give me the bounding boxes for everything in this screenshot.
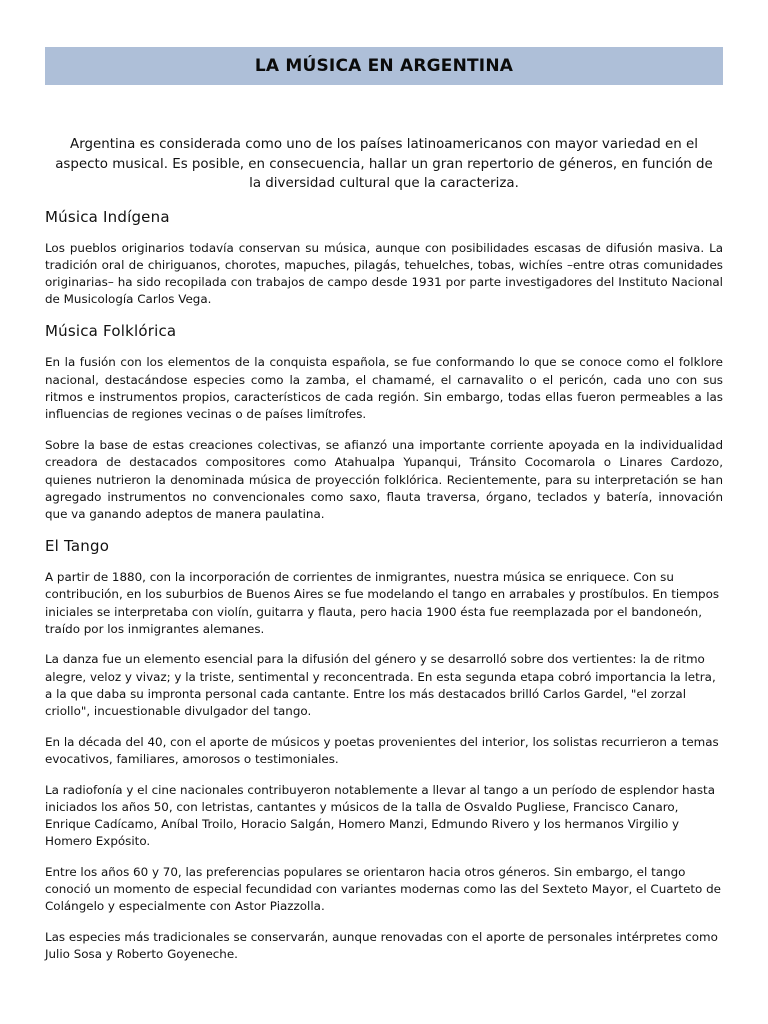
- section-musica-indigena: [45, 208, 723, 309]
- paragraph: A partir de 1880, con la incorporación de corrientes de inmigrantes, nuestra música se enriquece. Con su contribución, en los suburbios de Buenos Aires se fue modelando el tango en arrabales y prostíbulos. En tiempos iniciales se interpretaba con violín, guitarra y flauta, pero hacia 1900 ésta fue reemplazada por el bandoneón, traído por los inmigrantes alemanes.: [45, 570, 720, 636]
- paragraph: La radiofonía y el cine nacionales contribuyeron notablemente a llevar al tango a un período de esplendor hasta iniciados los años 50, con letristas, cantantes y músicos de la talla de Osvaldo Pugliese, Francisco Canaro, Enrique Cadícamo, Aníbal Troilo, Horacio Salgán, Homero Manzi, Edmundo Rivero y los hermanos Virgilio y Homero Expósito.: [45, 782, 715, 849]
- paragraph: Las especies más tradicionales se conservarán, aunque renovadas con el aporte de personales intérpretes como Julio Sosa y Roberto Goyeneche.: [45, 930, 718, 962]
- document-title: LA MÚSICA EN ARGENTINA: [254, 56, 514, 76]
- document-page: [45, 47, 723, 964]
- intro-paragraph: Argentina es considerada como uno de los países latinoamericanos con mayor variedad en el aspecto musical. Es posible, en consecuencia, hallar un gran repertorio de géneros, en función de la diversidad cultural que la caracteriza.: [55, 137, 713, 191]
- section-musica-folklorica: [45, 322, 723, 523]
- title-bar: [45, 47, 723, 85]
- paragraph: Sobre la base de estas creaciones colectivas, se afianzó una importante corriente apoyada en la individualidad creadora de destacados compositores como Atahualpa Yupanqui, Tránsito Cocomarola o Linares Cardozo, quienes nutrieron la denominada música de proyección folklórica. Recientemente, para su interpretación se han agregado instrumentos no convencionales como saxo, flauta traversa, órgano, teclados y batería, innovación que va ganando adeptos de manera paulatina.: [45, 438, 723, 521]
- paragraph: En la fusión con los elementos de la conquista española, se fue conformando lo que se conoce como el folklore nacional, destacándose especies como la zamba, el chamamé, el carnavalito o el pericón, cada uno con sus ritmos e instrumentos propios, característicos de cada región. Sin embargo, todas ellas fueron permeables a las influencias de regiones vecinas o de países limítrofes.: [45, 355, 723, 421]
- paragraph: En la década del 40, con el aporte de músicos y poetas provenientes del interior, los solistas recurrieron a temas evocativos, familiares, amorosos o testimoniales.: [45, 734, 719, 766]
- section-heading: El Tango: [45, 537, 110, 556]
- paragraph: La danza fue un elemento esencial para la difusión del género y se desarrolló sobre dos vertientes: la de ritmo alegre, veloz y vivaz; y la triste, sentimental y reconcentrada. En esta segunda etapa cobró importancia la letra, a la que daba su impronta personal cada cantante. Entre los más destacados brilló Carlos Gardel, "el zorzal criollo", incuestionable divulgador del tango.: [45, 652, 716, 719]
- section-el-tango: [45, 537, 723, 963]
- section-heading: Música Folklórica: [45, 322, 177, 341]
- paragraph: Los pueblos originarios todavía conservan su música, aunque con posibilidades escasas de difusión masiva. La tradición oral de chiriguanos, chorotes, mapuches, pilagás, tehuelches, tobas, wichíes –entre otras comunidades originarias– ha sido recopilada con trabajos de campo desde 1931 por parte investigadores del Instituto Nacional de Musicología Carlos Vega.: [45, 240, 723, 307]
- paragraph: Entre los años 60 y 70, las preferencias populares se orientaron hacia otros géneros. Sin embargo, el tango conoció un momento de especial fecundidad con variantes modernas como las del Sexteto Mayor, el Cuarteto de Colángelo y especialmente con Astor Piazzolla.: [45, 864, 721, 914]
- section-heading: Música Indígena: [45, 207, 170, 226]
